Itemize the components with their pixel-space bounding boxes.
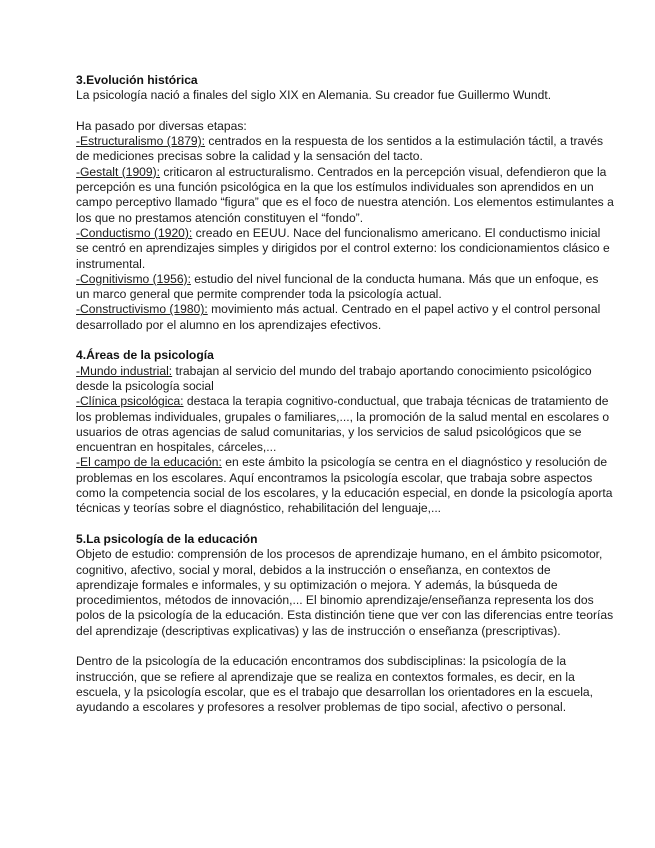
stage-term: -Estructuralismo (1879): bbox=[76, 134, 206, 149]
area-clinica-psicologica bbox=[76, 394, 615, 455]
stage-estructuralismo bbox=[76, 134, 615, 165]
section-4-heading: 4.Áreas de la psicología bbox=[76, 348, 214, 363]
area-mundo-industrial bbox=[76, 364, 615, 395]
stage-constructivismo bbox=[76, 302, 615, 333]
area-text: destaca la terapia cognitivo-conductual, que trabaja técnicas de tratamiento de los problemas individuales, grupales o familiares,..., la promoción de la salud mental en escolares o usuarios de otras agencias de salud comunitarias, y los servicios de salud psicológicos que se encuentran en hospitales, cárceles,... bbox=[76, 394, 610, 455]
section-5-paragraph-1: Objeto de estudio: comprensión de los procesos de aprendizaje humano, en el ámbito psicomotor, cognitivo, afectivo, social y moral, debidos a la instrucción o enseñanza, en contextos de aprendizaje formales e informales, y su optimización o mejora. Y además, la búsqueda de procedimientos, métodos de innovación,... El binomio aprendizaje/enseñanza representa los dos polos de la psicología de la educación. Esta distinción tiene que ver con las diferencias entre teorías del aprendizaje (descriptivas explicativas) y las de instrucción o enseñanza (prescriptivas). bbox=[76, 547, 614, 638]
area-term: -Mundo industrial: bbox=[76, 363, 173, 378]
stage-term: -Cognitivismo (1956): bbox=[76, 271, 191, 286]
stage-conductismo bbox=[76, 226, 615, 272]
stage-term: -Conductismo (1920): bbox=[76, 225, 193, 240]
stage-text: creado en EEUU. Nace del funcionalismo americano. El conductismo inicial se centró en aprendizajes simples y dirigidos por el control externo: los condicionamientos clásico e instrumental. bbox=[76, 225, 610, 271]
section-3-intro: La psicología nació a finales del siglo XIX en Alemania. Su creador fue Guillermo Wundt. bbox=[76, 88, 552, 103]
section-5-heading: 5.La psicología de la educación bbox=[76, 531, 258, 546]
spacer bbox=[76, 104, 615, 119]
stage-term: -Constructivismo (1980): bbox=[76, 302, 208, 317]
stage-cognitivismo bbox=[76, 272, 615, 303]
stage-text: centrados en la respuesta de los sentidos a la estimulación táctil, a través de mediciones precisas sobre la calidad y la sensación del tacto. bbox=[76, 134, 604, 164]
spacer bbox=[76, 333, 615, 348]
section-5-paragraph-2: Dentro de la psicología de la educación encontramos dos subdisciplinas: la psicología de la instrucción, que se refiere al aprendizaje que se realiza en contextos formales, es decir, en la escuela, y la psicología escolar, que es el trabajo que desarrollan los orientadores en la escuela, ayudando a escolares y profesores a resolver problemas de tipo social, afectivo o personal. bbox=[76, 654, 593, 715]
area-term: -Clínica psicológica: bbox=[76, 394, 184, 409]
stages-intro: Ha pasado por diversas etapas: bbox=[76, 118, 247, 133]
stage-text: criticaron al estructuralismo. Centrados en la percepción visual, defendieron que la percepción es una función psicológica en la que los estímulos individuales son aprendidos en un campo perceptivo llamado “figura” que es el foco de nuestra atención. Los elementos estimulantes a los que no prestamos atención constituyen el “fondo”. bbox=[76, 164, 614, 225]
stage-text: movimiento más actual. Centrado en el papel activo y el control personal desarrollado por el alumno en los aprendizajes efectivos. bbox=[76, 302, 601, 332]
spacer bbox=[76, 639, 615, 654]
area-text: trabajan al servicio del mundo del trabajo aportando conocimiento psicológico desde la psicología social bbox=[76, 363, 592, 393]
stage-gestalt bbox=[76, 165, 615, 226]
spacer bbox=[76, 517, 615, 532]
stage-text: estudio del nivel funcional de la conducta humana. Más que un enfoque, es un marco general que permite comprender toda la psicología actual. bbox=[76, 271, 599, 302]
area-text: en este ámbito la psicología se centra en el diagnóstico y resolución de problemas en los escolares. Aquí encontramos la psicología escolar, que trabaja sobre aspectos como la competencia social de los escolares, y la educación especial, en donde la psicología aporta técnicas y teorías sobre el diagnóstico, rehabilitación del lenguaje,... bbox=[76, 455, 613, 516]
stage-term: -Gestalt (1909): bbox=[76, 164, 161, 179]
area-term: -El campo de la educación: bbox=[76, 455, 222, 470]
section-3-heading: 3.Evolución histórica bbox=[76, 73, 198, 87]
area-campo-educacion bbox=[76, 455, 615, 516]
